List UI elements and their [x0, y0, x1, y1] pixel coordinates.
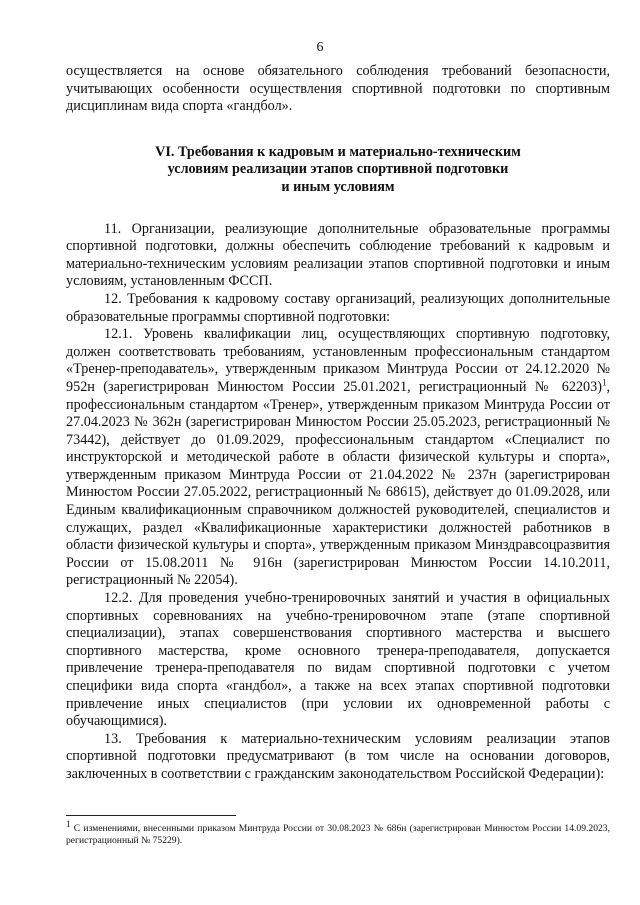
paragraph-12-2: 12.2. Для проведения учебно-тренировочных занятий и участия в официальных спортивных соревнованиях на учебно-тренировочном этапе (этапе спортивной специализации), этапах совершенствования спортивного мастерства и высшего спортивного мастерства, кроме основного тренера-преподавателя, допускается привлечение тренера-преподавателя по видам спортивной подготовки с учетом специфики вида спорта «гандбол», а также на всех этапах спортивной подготовки привлечение иных специалистов (при условии их одновременной работы с обучающимися). — [66, 590, 610, 730]
footnote-text: С изменениями, внесенными приказом Минтруда России от 30.08.2023 № 686н (зарегистрирован Минюстом России 14.09.2023, регистрационный № 75229). — [66, 823, 610, 847]
paragraph-13: 13. Требования к материально-техническим условиям реализации этапов спортивной подготовки предусматривают (в том числе на основании договоров, заключенных в соответствии с гражданским законодательством Российской Федерации): — [66, 730, 610, 782]
footnote-reference[interactable]: 1 — [601, 377, 607, 388]
paragraph-12-1-part-1: 12.1. Уровень квалификации лиц, осуществляющих спортивную подготовку, должен соответствовать требованиям, установленным профессиональным стандартом «Тренер-преподаватель», утвержденным приказом Минтруда России от 24.12.2020 № 952н (зарегистрирован Минюстом России 25.01.2021, регистрационный № 62203) — [66, 326, 610, 395]
paragraph-12-1-part-2: , профессиональным стандартом «Тренер», утвержденным приказом Минтруда России от 27.04.2023 № 362н (зарегистрирован Минюстом России 25.05.2023, регистрационный № 73442), действует до 01.09.2029, профессиональным стандартом «Специалист по инструкторской и методической работе в области физической культуры и спорта», утвержденным приказом Минтруда России от 21.04.2022 № 237н (зарегистрирован Минюстом России 27.05.2022, регистрационный № 68615), действует до 01.09.2028, или Единым квалификационным справочником должностей руководителей, специалистов и служащих, раздел «Квалификационные характеристики должностей работников в области физической культуры и спорта», утвержденным приказом Минздравсоцразвития России от 15.08.2011 № 916н (зарегистрирован Минюстом России 14.10.2011, регистрационный № 22054). — [66, 378, 610, 589]
section-heading-line-1: VI. Требования к кадровым и материально-техническим — [155, 143, 521, 160]
section-heading-line-2: условиям реализации этапов спортивной подготовки — [167, 161, 509, 178]
paragraph-12-1 — [66, 326, 610, 590]
footnote-mark: 1 — [66, 818, 71, 829]
document-body — [66, 63, 610, 784]
intro-paragraph: осуществляется на основе обязательного соблюдения требований безопасности, учитывающих особенности осуществления спортивной подготовки по спортивным дисциплинам вида спорта «гандбол». — [66, 63, 610, 115]
footnote — [66, 818, 610, 848]
section-heading — [66, 144, 610, 197]
page-number: 6 — [316, 40, 324, 55]
footnote-separator — [66, 815, 236, 816]
paragraph-12: 12. Требования к кадровому составу организаций, реализующих дополнительные образовательные программы спортивной подготовки: — [66, 290, 610, 325]
section-heading-line-3: и иным условиям — [281, 178, 395, 195]
paragraph-11: 11. Организации, реализующие дополнительные образовательные программы спортивной подготовки, должны обеспечить соблюдение требований к кадровым и материально-техническим условиям реализации этапов спортивной подготовки и иным условиям, установленным ФССП. — [66, 220, 610, 290]
